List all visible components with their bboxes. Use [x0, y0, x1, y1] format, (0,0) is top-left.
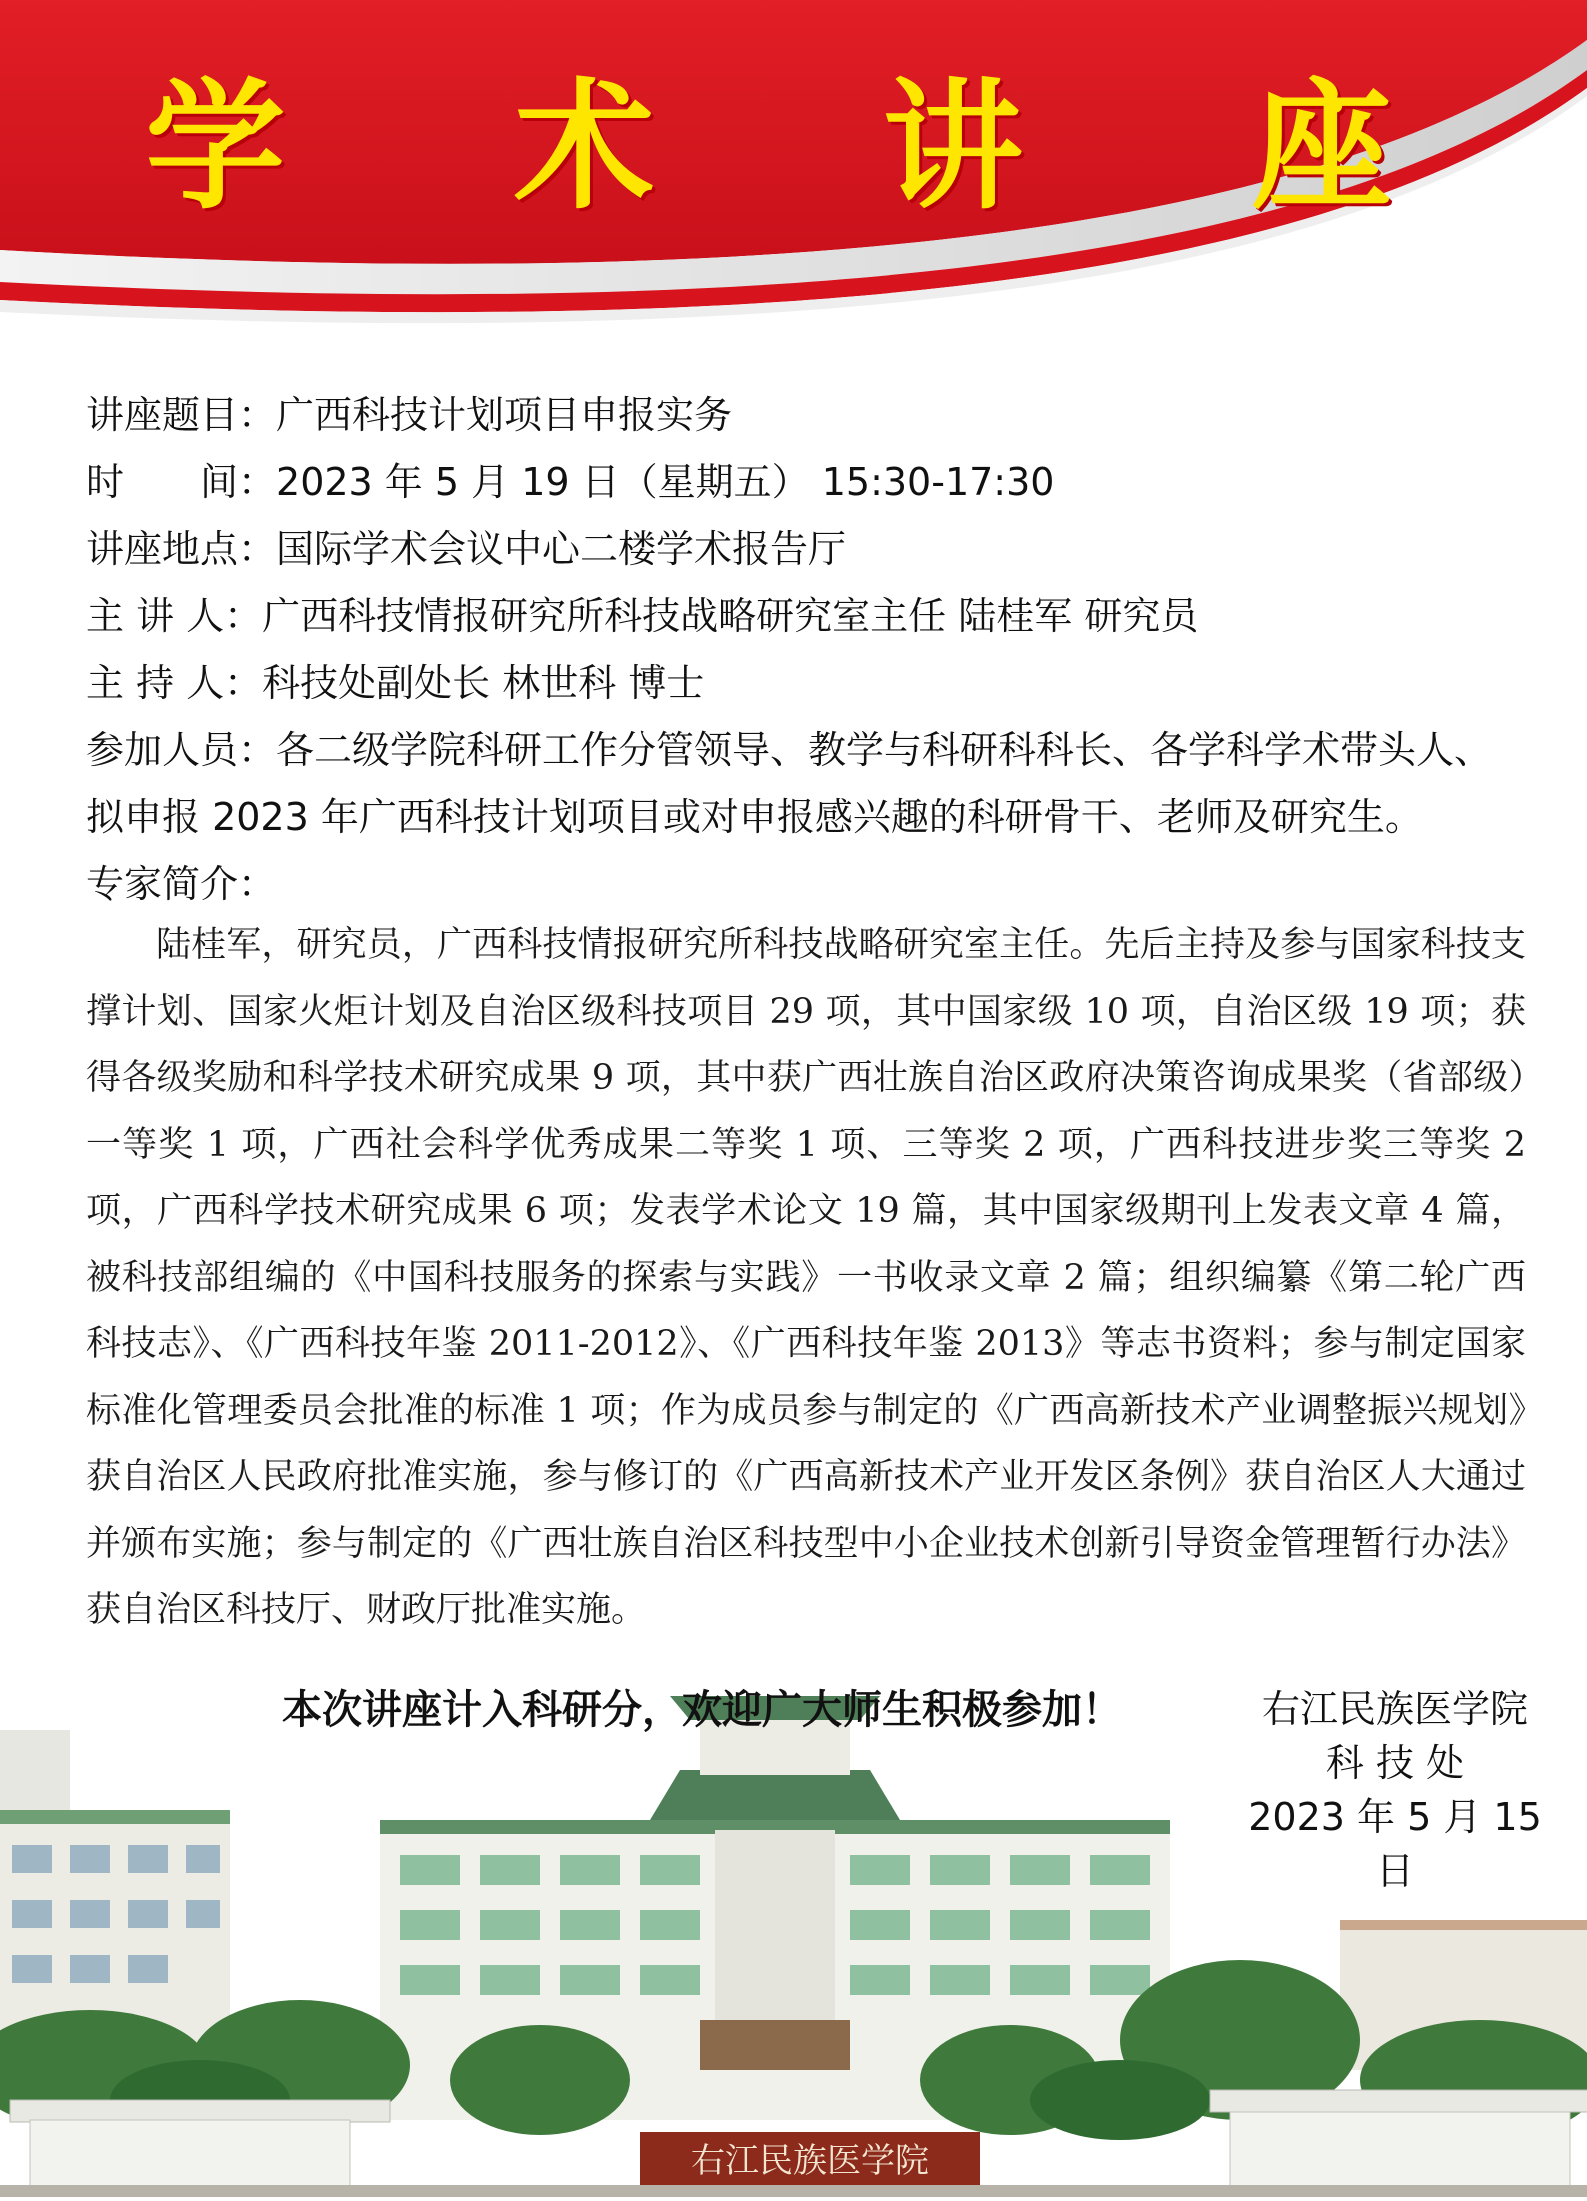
- topic-label: 讲座题目：: [86, 393, 277, 437]
- speaker-label: 主 讲 人：: [86, 594, 263, 638]
- issuer-org: 右江民族医学院: [1261, 1687, 1528, 1731]
- topic-value: 广西科技计划项目申报实务: [276, 393, 733, 437]
- attendees-label: 参加人员：: [86, 728, 277, 772]
- speaker-row: [86, 583, 1526, 650]
- topic-row: [86, 382, 1526, 449]
- issuer-dept: 科 技 处: [1325, 1741, 1465, 1785]
- place-row: [86, 516, 1526, 583]
- expert-bio: 陆桂军，研究员，广西科技情报研究所科技战略研究室主任。先后主持及参与国家科技支撑计划、国家火炬计划及自治区级科技项目 29 项，其中国家级 10 项，自治区级 19 项；获得各级奖励和科学技术研究成果 9 项，其中获广西壮族自治区政府决策咨询成果奖（省部级）一等奖 1 项，广西社会科学优秀成果二等奖 1 项、三等奖 2 项，广西科技进步奖三等奖 2 项，广西科学技术研究成果 6 项；发表学术论文 19 篇，其中国家级期刊上发表文章 4 篇，被科技部组编的《中国科技服务的探索与实践》一书收录文章 2 篇；组织编纂《第二轮广西科技志》、《广西科技年鉴 2011-2012》、《广西科技年鉴 2013》等志书资料；参与制定国家标准化管理委员会批准的标准 1 项；作为成员参与制定的《广西高新技术产业调整振兴规划》获自治区人民政府批准实施，参与修订的《广西高新技术产业开发区条例》获自治区人大通过并颁布实施；参与制定的《广西壮族自治区科技型中小企业技术创新引导资金管理暂行办法》获自治区科技厅、财政厅批准实施。: [86, 925, 1526, 1630]
- attendees-value: 各二级学院科研工作分管领导、教学与科研科科长、各学科学术带头人、拟申报 2023 年广西科技计划项目或对申报感兴趣的科研骨干、老师及研究生。: [86, 728, 1493, 839]
- issue-date: 2023 年 5 月 15 日: [1248, 1795, 1542, 1893]
- host-label: 主 持 人：: [86, 661, 263, 705]
- gate-sign-text: 右江民族医学院: [691, 2141, 929, 2181]
- lecture-info: [86, 382, 1526, 918]
- time-value: 2023 年 5 月 19 日（星期五） 15:30-17:30: [276, 460, 1055, 504]
- place-value: 国际学术会议中心二楼学术报告厅: [276, 527, 847, 571]
- host-row: [86, 650, 1526, 717]
- place-label: 讲座地点：: [86, 527, 277, 571]
- welcome-slogan: 本次讲座计入科研分，欢迎广大师生积极参加！: [282, 1687, 1122, 1733]
- expert-heading: 专家简介：: [86, 862, 277, 906]
- host-value: 科技处副处长 林世科 博士: [262, 661, 705, 705]
- header-banner: [0, 0, 1587, 360]
- time-label: 时 间：: [86, 460, 277, 504]
- speaker-value: 广西科技情报研究所科技战略研究室主任 陆桂军 研究员: [262, 594, 1199, 638]
- attendees-row: [86, 717, 1526, 851]
- poster-title: 学 术 讲 座: [145, 66, 1482, 229]
- time-row: [86, 449, 1526, 516]
- issuer-block: [1230, 1682, 1560, 1898]
